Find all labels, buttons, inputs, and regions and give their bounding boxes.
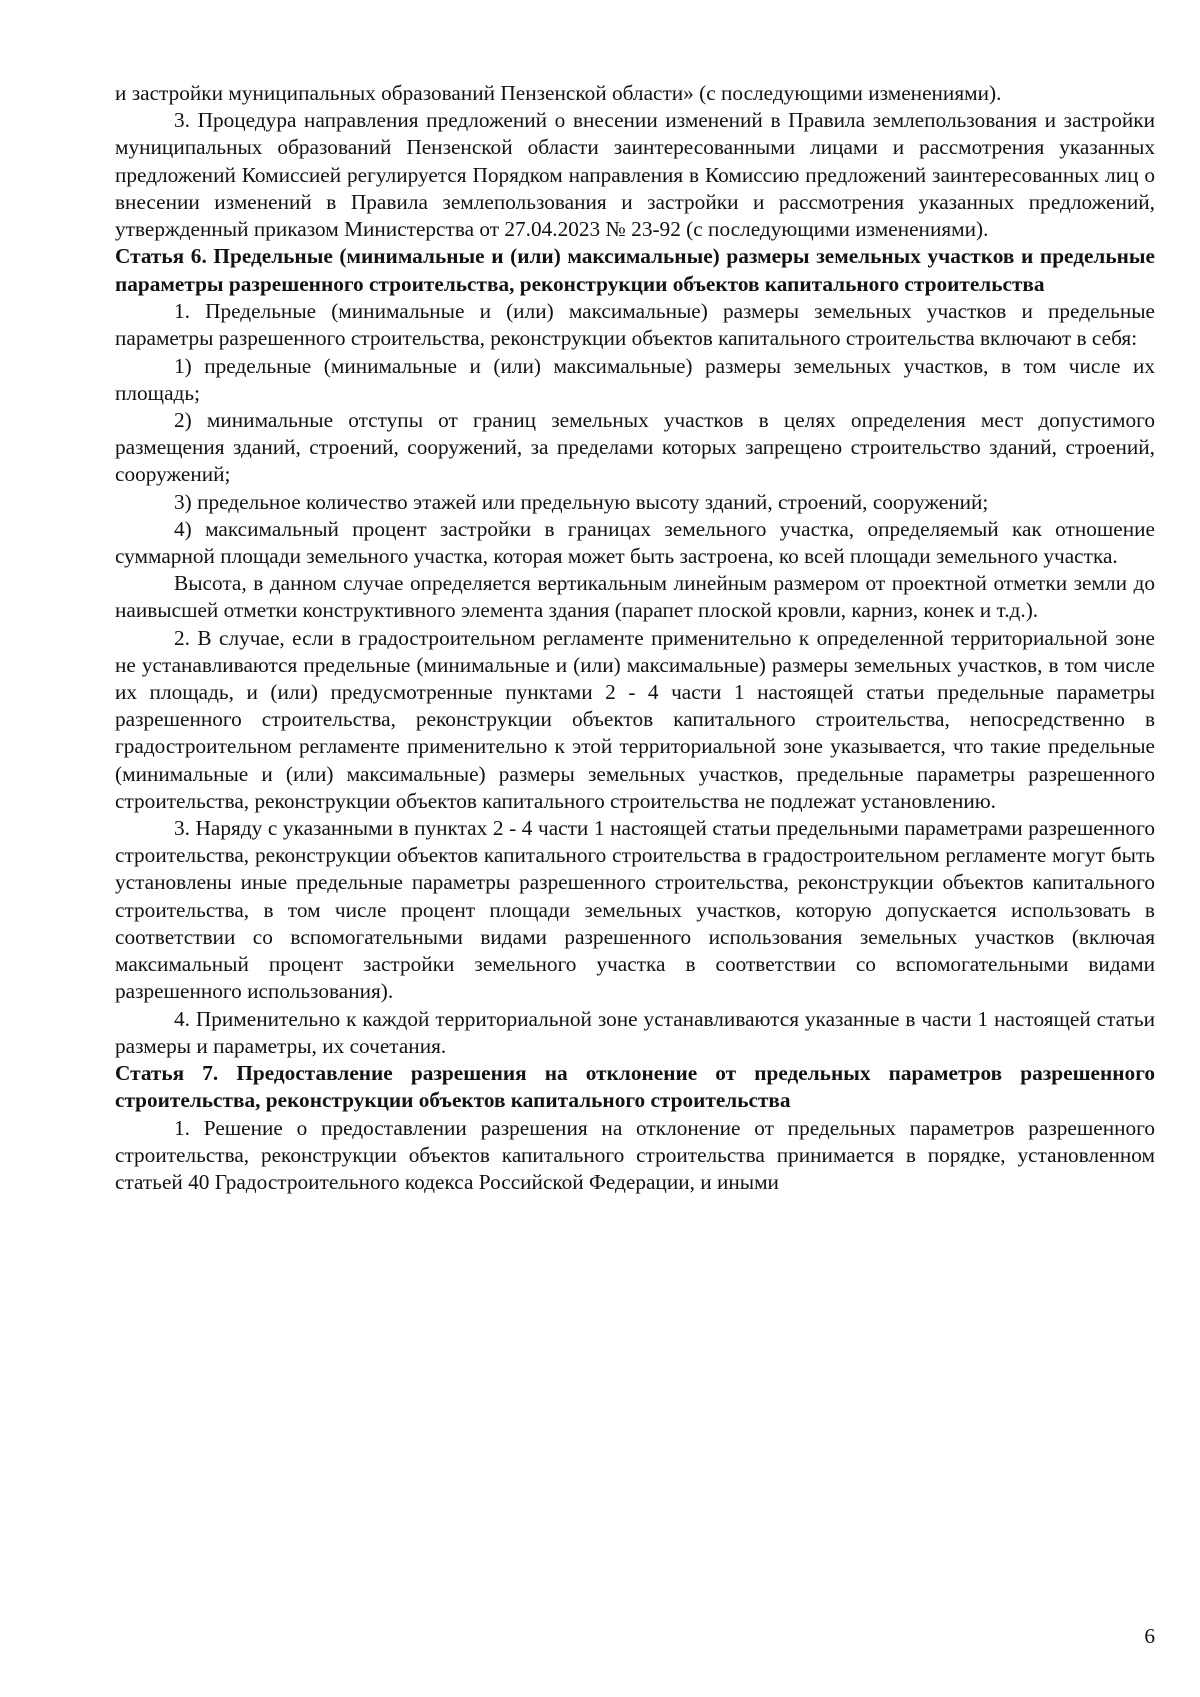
article-6-subitem-2: 2) минимальные отступы от границ земельных участков в целях определения мест допустимого размещения зданий, строений, сооружений, за пределами которых запрещено строительство зданий, строений, сооружений; — [115, 408, 1155, 487]
article-6-paragraph-3: 3. Наряду с указанными в пунктах 2 - 4 части 1 настоящей статьи предельными параметрами разрешенного строительства, реконструкции объектов капитального строительства в градостроительном регламенте могут быть установлены иные предельные параметры разрешенного строительства, реконструкции объектов капитального строительства, в том числе процент площади земельных участков, которую допускается использовать в соответствии со вспомогательными видами разрешенного использования земельных участков (включая максимальный процент застройки земельного участка в соответствии со вспомогательными видами разрешенного использования). — [115, 816, 1155, 1004]
article-6-subitem-1: 1) предельные (минимальные и (или) максимальные) размеры земельных участков, в том числе их площадь; — [115, 353, 1155, 405]
article-7-heading: Статья 7. Предоставление разрешения на отклонение от предельных параметров разрешенного строительства, реконструкции объектов капитального строительства — [115, 1060, 1155, 1113]
page-number: 6 — [1144, 1624, 1155, 1648]
article-6-height-note: Высота, в данном случае определяется вертикальным линейным размером от проектной отметки земли до наивысшей отметки конструктивного элемента здания (парапет плоской кровли, карниз, конек и т.д.). — [115, 571, 1155, 623]
article-6-heading: Статья 6. Предельные (минимальные и (или) максимальные) размеры земельных участков и предельные параметры разрешенного строительства, реконструкции объектов капитального строительства — [115, 244, 1155, 296]
article-7-paragraph-1: 1. Решение о предоставлении разрешения на отклонение от предельных параметров разрешенного строительства, реконструкции объектов капитального строительства принимается в порядке, установленном статьей 40 Градостроительного кодекса Российской Федерации, и иными — [115, 1115, 1155, 1195]
article-6-subitem-4: 4) максимальный процент застройки в границах земельного участка, определяемый как отношение суммарной площади земельного участка, которая может быть застроена, ко всей площади земельного участка. — [115, 516, 1155, 569]
article-6-paragraph-1: 1. Предельные (минимальные и (или) максимальные) размеры земельных участков и предельные параметры разрешенного строительства, реконструкции объектов капитального строительства включают в себя: — [115, 299, 1155, 351]
article-6-paragraph-2: 2. В случае, если в градостроительном регламенте применительно к определенной территориальной зоне не устанавливаются предельные (минимальные и (или) максимальные) размеры земельных участков, в том числе их площадь, и (или) предусмотренные пунктами 2 - 4 части 1 настоящей статьи предельные параметры разрешенного строительства, реконструкции объектов капитального строительства, непосредственно в градостроительном регламенте применительно к этой территориальной зоне указывается, что такие предельные (минимальные и (или) максимальные) размеры земельных участков, предельные параметры разрешенного строительства, реконструкции объектов капитального строительства не подлежат установлению. — [115, 625, 1155, 813]
article-6-paragraph-4: 4. Применительно к каждой территориальной зоне устанавливаются указанные в части 1 настоящей статьи размеры и параметры, их сочетания. — [115, 1006, 1155, 1058]
paragraph-item-3: 3. Процедура направления предложений о внесении изменений в Правила землепользования и застройки муниципальных образований Пензенской области заинтересованными лицами и рассмотрения указанных предложений Комиссией регулируется Порядком направления в Комиссию предложений заинтересованных лиц о внесении изменений в Правила землепользования и застройки и рассмотрения указанных предложений, утвержденный приказом Министерства от 27.04.2023 № 23-92 (с последующими изменениями). — [115, 108, 1155, 242]
document-page — [115, 80, 1155, 1197]
paragraph-intro: и застройки муниципальных образований Пензенской области» (с последующими изменениями). — [115, 81, 1002, 105]
article-6-subitem-3: 3) предельное количество этажей или предельную высоту зданий, строений, сооружений; — [174, 489, 989, 514]
